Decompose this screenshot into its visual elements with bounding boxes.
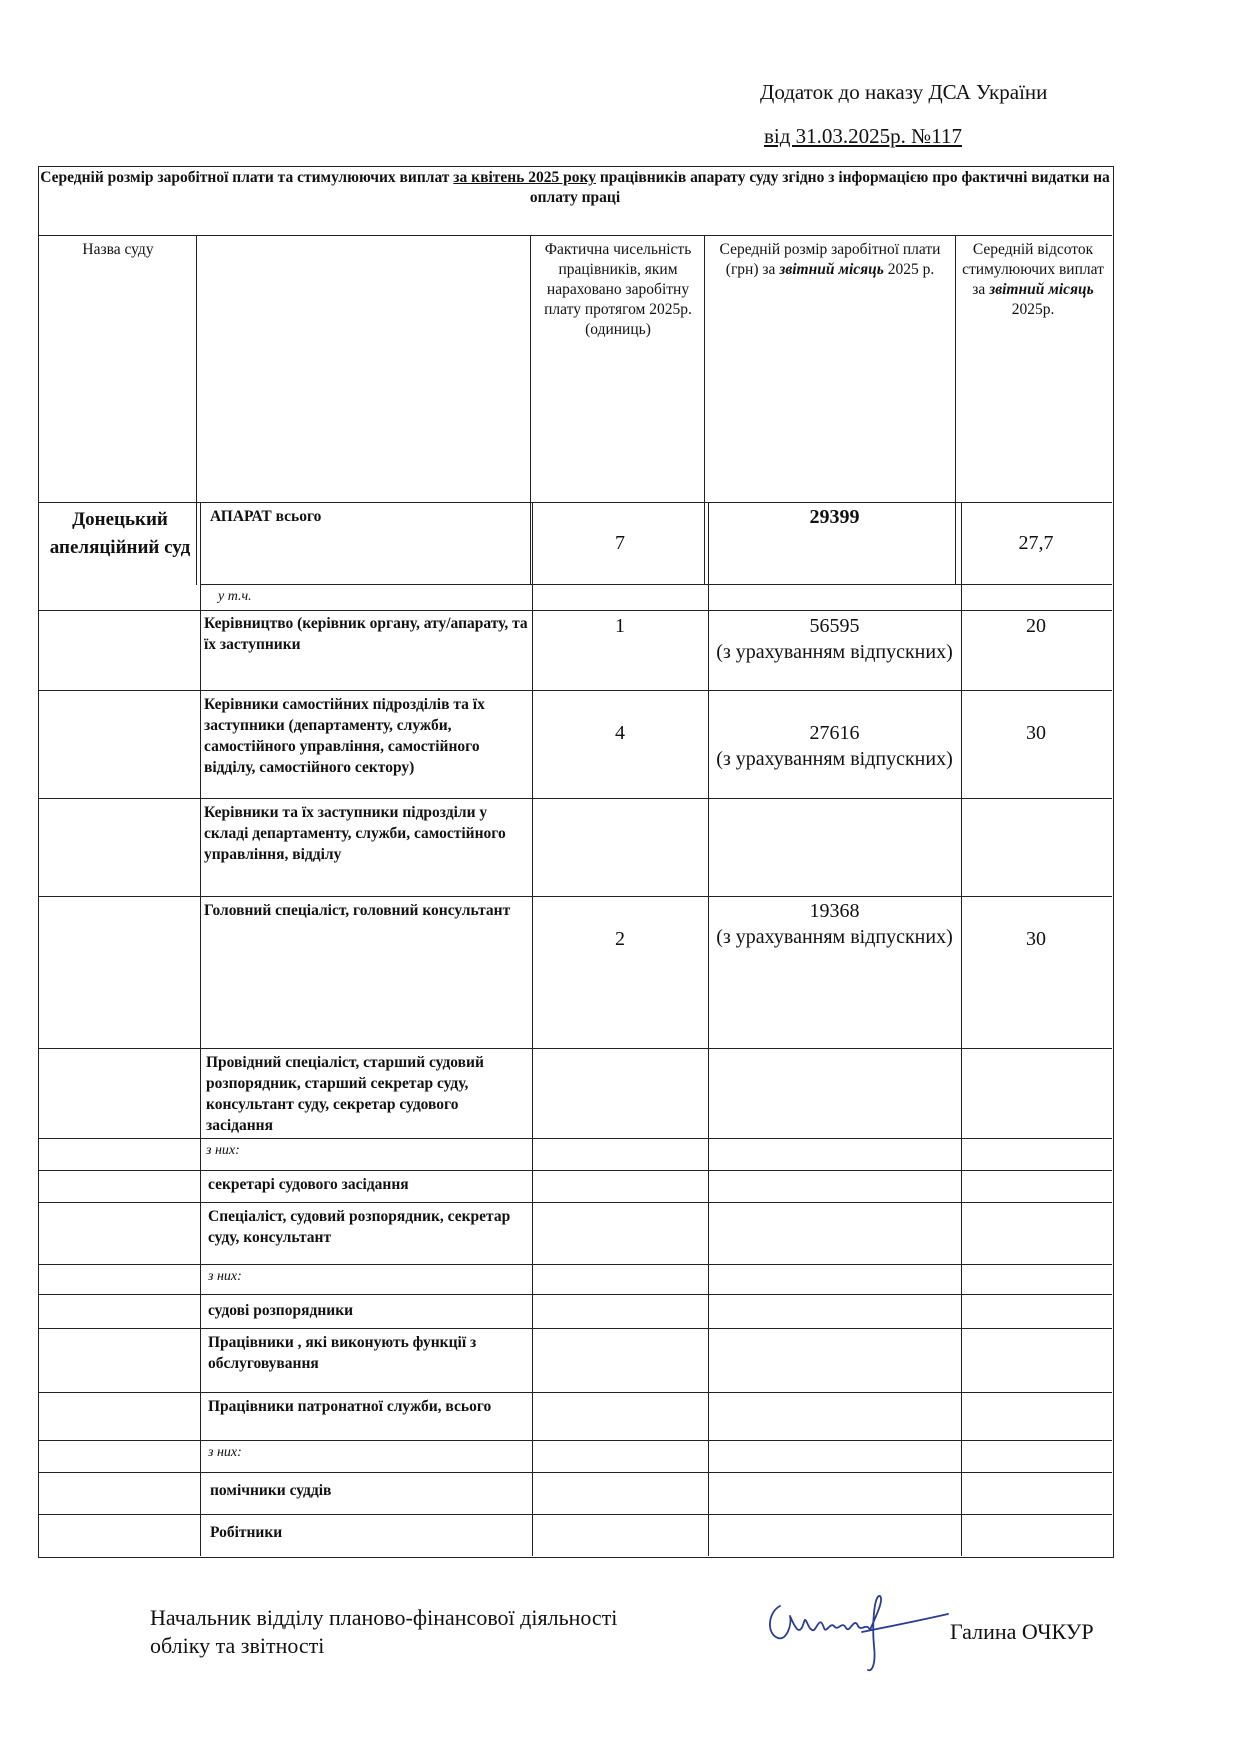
row-line — [38, 1048, 1112, 1049]
row-label-judge-assistants: помічники суддів — [210, 1482, 332, 1499]
row-count-management: 1 — [615, 615, 625, 637]
row-count-total: 7 — [615, 532, 625, 554]
row-percent-department-heads: 30 — [1026, 722, 1046, 744]
body-divider-4 — [961, 502, 962, 1556]
handwritten-signature — [762, 1586, 952, 1681]
row-label-leading-specialist: Провідний спеціаліст, старший судовий розпорядник, старший секретар суду, консультант суду, секретар судового засідання — [206, 1054, 484, 1134]
row-percent-total: 27,7 — [1018, 532, 1054, 554]
col-header-court: Назва суду — [82, 241, 154, 258]
row-line — [38, 1170, 1112, 1171]
row-percent-management: 20 — [1026, 615, 1046, 637]
row-percent-chief-specialist: 30 — [1026, 928, 1046, 950]
row-line — [38, 1294, 1112, 1295]
signatory-position-line1: Начальник відділу планово-фінансової діяльності — [150, 1605, 618, 1630]
title-part1: Середній розмір заробітної плати та стимулюючих виплат — [40, 169, 454, 186]
row-count-chief-specialist: 2 — [615, 928, 625, 950]
col-header-percent: Середній відсоток стимулюючих виплат за звітний місяць 2025р. — [962, 241, 1104, 318]
row-label-workers: Робітники — [210, 1524, 283, 1541]
signatory-name: Галина ОЧКУР — [950, 1619, 1094, 1644]
row-line — [38, 1138, 1112, 1139]
signatory-position — [150, 1604, 617, 1660]
row-label-chief-specialist: Головний спеціаліст, головний консультант — [204, 902, 511, 919]
body-divider-2 — [532, 502, 533, 1556]
col-header-count: Фактична чисельність працівників, яким нараховано заробітну плату протягом 2025р. (одиниць) — [544, 241, 692, 338]
order-reference-text: від 31.03.2025р. №117 — [764, 124, 962, 148]
col-divider-2 — [530, 235, 531, 585]
title-period: за квітень 2025 року — [453, 169, 596, 186]
row-line — [38, 690, 1112, 691]
row-salary-department-heads: 27616 (з урахуванням відпускних) — [716, 722, 953, 770]
row-line — [38, 1440, 1112, 1441]
col-header-salary: Середній розмір заробітної плати (грн) за звітний місяць 2025 р. — [719, 241, 941, 278]
body-divider-1 — [200, 502, 201, 1556]
signatory-position-line2: обліку та звітності — [150, 1633, 325, 1658]
row-label-of-them: з них: — [208, 1269, 242, 1284]
court-name: Донецький апеляційний суд — [49, 509, 191, 558]
row-line — [38, 798, 1112, 799]
row-label-service-workers: Працівники , які виконують функції з обслуговування — [208, 1334, 477, 1372]
order-reference — [764, 124, 962, 149]
row-line — [38, 896, 1112, 897]
row-line — [38, 1264, 1112, 1265]
row-label-of-them: з них: — [208, 1445, 242, 1460]
row-line — [38, 1202, 1112, 1203]
report-title — [40, 168, 1110, 208]
row-label-department-heads: Керівники самостійних підрозділів та їх заступники (департаменту, служби, самостійного управління, самостійного відділу, самостійного сектору) — [204, 696, 485, 776]
row-line — [38, 1328, 1112, 1329]
row-label-court-bailiffs: судові розпорядники — [208, 1302, 354, 1319]
row-salary-management: 56595 (з урахуванням відпускних) — [716, 615, 953, 663]
appendix-title: Додаток до наказу ДСА України — [760, 80, 1048, 104]
row-line — [38, 1514, 1112, 1515]
title-part2: працівників апарату суду згідно з інформацією про фактичні видатки на оплату праці — [529, 169, 1110, 206]
row-salary-total: 29399 — [809, 506, 860, 528]
row-label-specialist: Спеціаліст, судовий розпорядник, секретар суду, консультант — [208, 1208, 511, 1246]
row-label-management: Керівництво (керівник органу, ату/апарату, та їх заступники — [204, 615, 528, 653]
title-divider — [38, 235, 1112, 236]
row-label-of-them: з них: — [206, 1143, 240, 1158]
row-salary-chief-specialist: 19368 (з урахуванням відпускних) — [716, 900, 953, 948]
col-divider-4 — [955, 235, 956, 585]
row-label-including: у т.ч. — [218, 589, 252, 604]
row-line — [38, 610, 1112, 611]
row-line — [200, 584, 1112, 585]
row-line — [38, 1392, 1112, 1393]
row-label-total: АПАРАТ всього — [210, 508, 322, 525]
row-label-court-secretaries: секретарі судового засідання — [208, 1176, 409, 1193]
row-count-department-heads: 4 — [615, 722, 625, 744]
row-label-subdivision-heads: Керівники та їх заступники підрозділи у складі департаменту, служби, самостійного управління, відділу — [204, 804, 506, 863]
row-line — [38, 1472, 1112, 1473]
row-label-patronage-service: Працівники патронатної служби, всього — [208, 1398, 492, 1415]
